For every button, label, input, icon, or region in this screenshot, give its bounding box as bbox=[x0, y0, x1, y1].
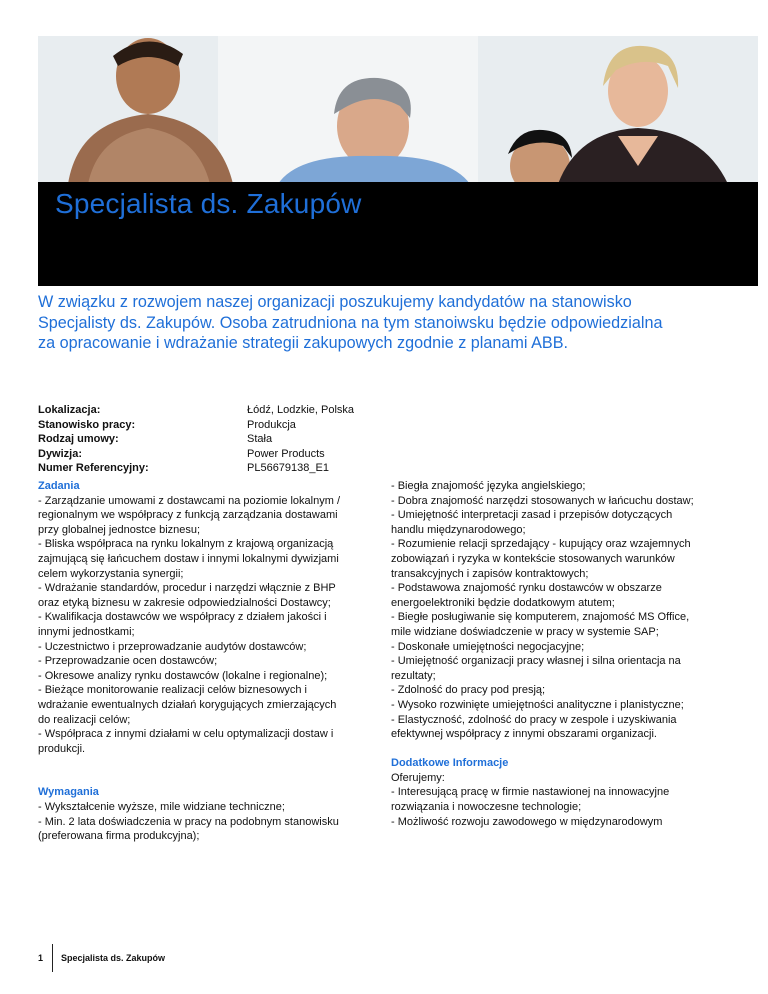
text-line: zobowiązań i ryzyka w kontekście stosowanych warunków bbox=[391, 552, 675, 565]
text-line: - Wysoko rozwinięte umiejętności analityczne i planistyczne; bbox=[391, 698, 684, 711]
text-line: - Wykształcenie wyższe, mile widziane techniczne; bbox=[38, 801, 285, 814]
intro-paragraph: W związku z rozwojem naszej organizacji poszukujemy kandydatów na stanowisko Specjalisty ds. Zakupów. Osoba zatrudniona na tym stanoiwsku będzie odpowiedzialna za opracowanie i wdrażanie strategii zakupowych zgodnie z planami ABB. bbox=[38, 293, 663, 352]
text-line: - Biegłe posługiwanie się komputerem, znajomość MS Office, bbox=[391, 611, 690, 624]
text-line: - Wdrażanie standardów, procedur i narzędzi włącznie z BHP bbox=[38, 582, 336, 595]
text-line: efektywnej współpracy z innymi obszarami organizacji. bbox=[391, 728, 657, 741]
text-line: - Bieżące monitorowanie realizacji celów biznesowych i bbox=[38, 684, 308, 697]
detail-row bbox=[38, 461, 354, 476]
text-line: mile widziane doświadczenie w pracy w systemie SAP; bbox=[391, 625, 659, 638]
text-line: - Przeprowadzanie ocen dostawców; bbox=[38, 655, 218, 668]
page-number: 1 bbox=[38, 953, 44, 963]
header-banner bbox=[38, 36, 758, 286]
detail-label: Lokalizacja: bbox=[38, 404, 101, 416]
text-line: regionalnym we współpracy z funkcją zarządzania dostawami bbox=[38, 509, 338, 522]
detail-value: Produkcja bbox=[247, 418, 296, 431]
detail-row bbox=[38, 418, 354, 433]
text-line: handlu międzynarodowego; bbox=[391, 523, 526, 536]
text-line: Oferujemy: bbox=[391, 771, 445, 784]
text-line: rozwiązania i nowoczesne technologie; bbox=[391, 801, 582, 814]
requirements-list-continued bbox=[391, 479, 731, 742]
text-line: - Min. 2 lata doświadczenia w pracy na podobnym stanowisku bbox=[38, 815, 339, 828]
text-line: - Podstawowa znajomość rynku dostawców w obszarze bbox=[391, 582, 662, 595]
text-line: - Rozumienie relacji sprzedający - kupujący oraz wzajemnych bbox=[391, 538, 691, 551]
footer-title: Specjalista ds. Zakupów bbox=[61, 953, 166, 963]
text-line: - Możliwość rozwoju zawodowego w międzynarodowym bbox=[391, 815, 663, 828]
text-line: - Okresowe analizy rynku dostawców (lokalne i regionalne); bbox=[38, 669, 328, 682]
text-line: - Bliska współpraca na rynku lokalnym z krajową organizacją bbox=[38, 538, 334, 551]
text-line: zajmującą się łańcuchem dostaw i innymi lokalnymi dywizjami bbox=[38, 552, 339, 565]
text-line: - Dobra znajomość narzędzi stosowanych w łańcuchu dostaw; bbox=[391, 494, 694, 507]
title-band bbox=[38, 182, 758, 286]
text-line: do realizacji celów; bbox=[38, 713, 131, 726]
text-line: - Elastyczność, zdolność do pracy w zespole i uzyskiwania bbox=[391, 713, 677, 726]
detail-row bbox=[38, 447, 354, 462]
detail-label: Rodzaj umowy: bbox=[38, 433, 119, 446]
text-line: - Interesującą pracę w firmie nastawionej na innowacyjne bbox=[391, 786, 670, 799]
page-title: Specjalista ds. Zakupów bbox=[55, 188, 362, 219]
text-line: przy globalnej jednostce biznesu; bbox=[38, 523, 201, 536]
detail-label: Dywizja: bbox=[38, 447, 83, 460]
extra-info-list bbox=[391, 771, 731, 829]
text-line: - Kwalifikacja dostawców we współpracy z działem jakości i bbox=[38, 611, 327, 624]
tasks-heading: Zadania bbox=[38, 480, 80, 492]
text-line: - Zarządzanie umowami z dostawcami na poziomie lokalnym / bbox=[38, 494, 341, 507]
text-line: oraz etyką biznesu w zakresie odpowiedzialności Dostawcy; bbox=[38, 596, 331, 609]
text-line: transakcyjnych i zapisów kontraktowych; bbox=[391, 567, 589, 580]
extra-info-heading: Dodatkowe Informacje bbox=[391, 757, 509, 770]
job-details bbox=[38, 403, 354, 476]
detail-row bbox=[38, 403, 354, 418]
text-line: - Zdolność do pracy pod presją; bbox=[391, 684, 546, 697]
text-line: rezultaty; bbox=[391, 669, 436, 682]
detail-value: Łódź, Lodzkie, Polska bbox=[247, 404, 355, 416]
text-line: - Biegła znajomość języka angielskiego; bbox=[391, 480, 586, 492]
text-line: wdrażanie ewentualnych działań korygujących zmierzających bbox=[38, 698, 337, 711]
right-column bbox=[391, 479, 731, 829]
detail-value: Stała bbox=[247, 433, 273, 446]
detail-label: Numer Referencyjny: bbox=[38, 462, 149, 475]
text-line: celem wykorzystania synergii; bbox=[38, 567, 184, 580]
text-line: innymi jednostkami; bbox=[38, 625, 135, 638]
text-line: - Umiejętność organizacji pracy własnej i silna orientacja na bbox=[391, 655, 681, 668]
detail-row bbox=[38, 432, 354, 447]
left-column bbox=[38, 479, 368, 844]
footer-divider bbox=[52, 944, 53, 972]
requirements-heading: Wymagania bbox=[38, 786, 99, 799]
text-line: - Uczestnictwo i przeprowadzanie audytów dostawców; bbox=[38, 640, 307, 653]
tasks-list bbox=[38, 494, 368, 757]
text-line: produkcji. bbox=[38, 742, 86, 755]
text-line: - Umiejętność interpretacji zasad i przepisów dotyczących bbox=[391, 509, 673, 522]
text-line: - Współpraca z innymi działami w celu optymalizacji dostaw i bbox=[38, 728, 334, 741]
detail-value: Power Products bbox=[247, 447, 325, 460]
text-line: energoelektroniki będzie dodatkowym atutem; bbox=[391, 596, 615, 609]
team-photo bbox=[38, 36, 758, 184]
detail-value: PL56679138_E1 bbox=[247, 462, 329, 475]
page-footer bbox=[38, 944, 165, 972]
detail-label: Stanowisko pracy: bbox=[38, 418, 136, 431]
text-line: - Doskonałe umiejętności negocjacyjne; bbox=[391, 640, 585, 653]
text-line: (preferowana firma produkcyjna); bbox=[38, 830, 200, 843]
requirements-list bbox=[38, 800, 368, 844]
